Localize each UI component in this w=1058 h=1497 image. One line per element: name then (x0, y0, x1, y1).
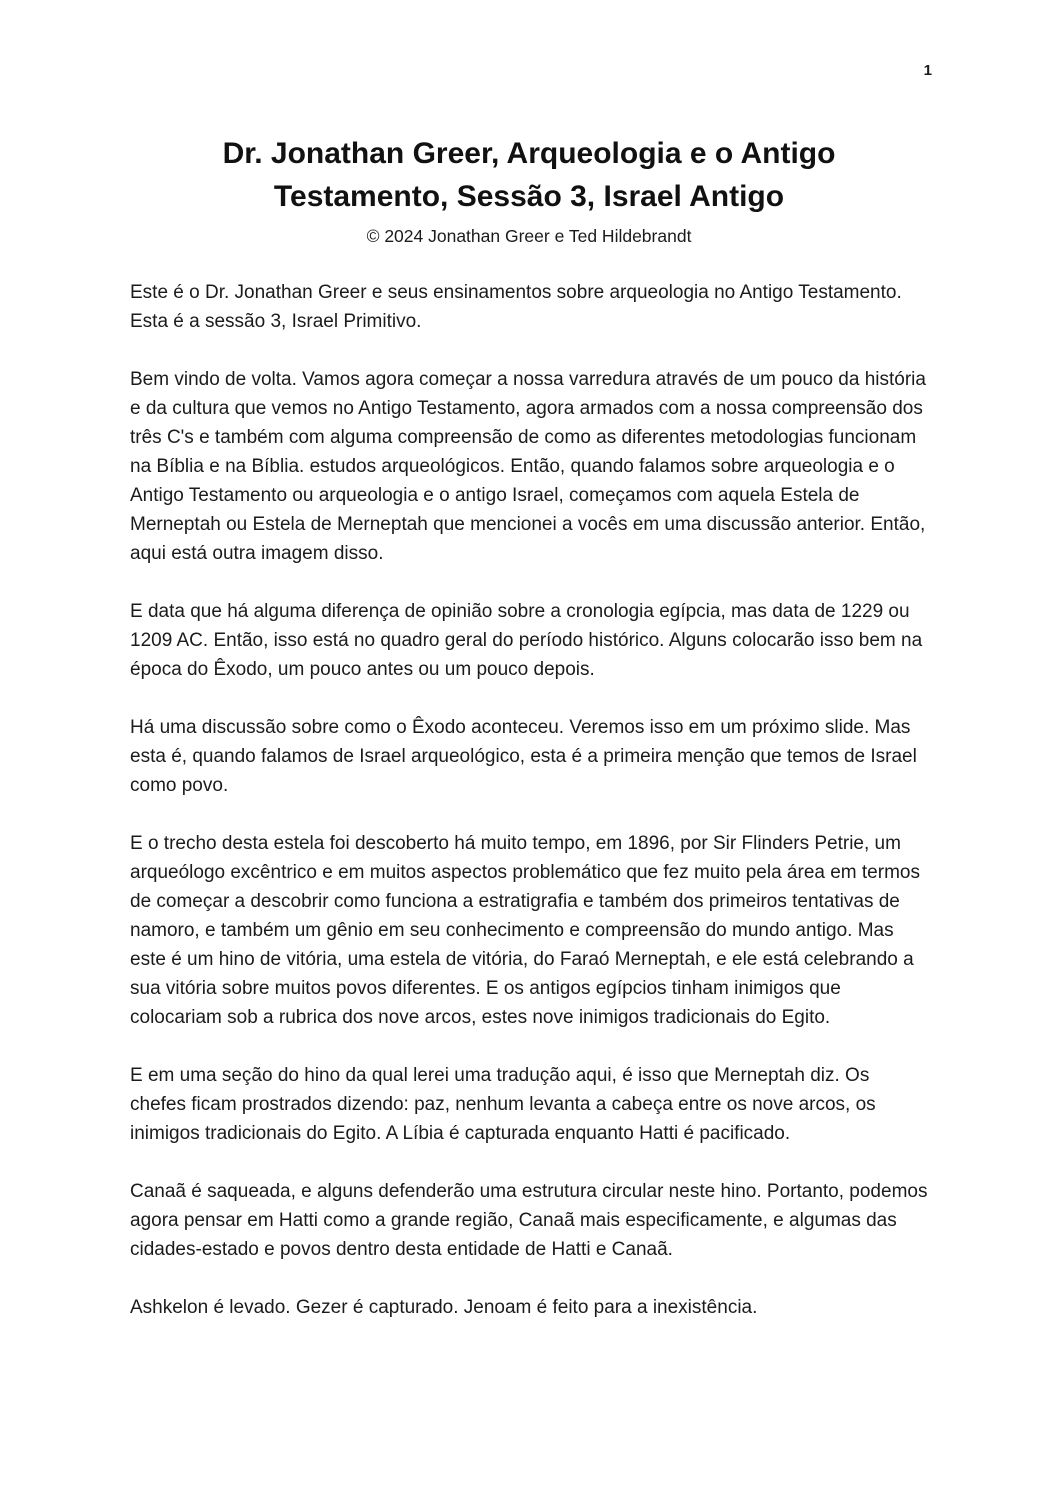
paragraph: Canaã é saqueada, e alguns defenderão uma estrutura circular neste hino. Portanto, podemos agora pensar em Hatti como a grande região, Canaã mais especificamente, e algumas das cidades-estado e povos dentro desta entidade de Hatti e Canaã. (130, 1181, 928, 1260)
paragraph: E data que há alguma diferença de opinião sobre a cronologia egípcia, mas data de 1229 ou 1209 AC. Então, isso está no quadro geral do período histórico. Alguns colocarão isso bem na época do Êxodo, um pouco antes ou um pouco depois. (130, 601, 923, 680)
paragraph: Há uma discussão sobre como o Êxodo aconteceu. Veremos isso em um próximo slide. Mas esta é, quando falamos de Israel arqueológico, esta é a primeira menção que temos de Israel como povo. (130, 717, 917, 796)
copyright-line: © 2024 Jonathan Greer e Ted Hildebrandt (366, 226, 692, 246)
document-title (130, 132, 928, 218)
title-line-2: Testamento, Sessão 3, Israel Antigo (273, 180, 785, 213)
paragraph: Bem vindo de volta. Vamos agora começar a nossa varredura através de um pouco da história e da cultura que vemos no Antigo Testamento, agora armados com a nossa compreensão dos três C's e também com alguma compreensão de como as diferentes metodologias funcionam na Bíblia e na Bíblia. estudos arqueológicos. Então, quando falamos sobre arqueologia e o Antigo Testamento ou arqueologia e o antigo Israel, começamos com aquela Estela de Merneptah ou Estela de Merneptah que mencionei a vocês em uma discussão anterior. Então, aqui está outra imagem disso. (130, 369, 926, 564)
title-line-1: Dr. Jonathan Greer, Arqueologia e o Antigo (222, 137, 836, 170)
page-number: 1 (923, 62, 932, 79)
paragraph: Este é o Dr. Jonathan Greer e seus ensinamentos sobre arqueologia no Antigo Testamento. Esta é a sessão 3, Israel Primitivo. (130, 282, 902, 332)
paragraph: E em uma seção do hino da qual lerei uma tradução aqui, é isso que Merneptah diz. Os chefes ficam prostrados dizendo: paz, nenhum levanta a cabeça entre os nove arcos, os inimigos tradicionais do Egito. A Líbia é capturada enquanto Hatti é pacificado. (130, 1065, 876, 1144)
document-body (130, 278, 928, 1322)
paragraph: E o trecho desta estela foi descoberto há muito tempo, em 1896, por Sir Flinders Petrie, um arqueólogo excêntrico e em muitos aspectos problemático que fez muito pela área em termos de começar a descobrir como funciona a estratigrafia e também dos primeiros tentativas de namoro, e também um gênio em seu conhecimento e compreensão do mundo antigo. Mas este é um hino de vitória, uma estela de vitória, do Faraó Merneptah, e ele está celebrando a sua vitória sobre muitos povos diferentes. E os antigos egípcios tinham inimigos que colocariam sob a rubrica dos nove arcos, estes nove inimigos tradicionais do Egito. (130, 833, 920, 1028)
paragraph: Ashkelon é levado. Gezer é capturado. Jenoam é feito para a inexistência. (130, 1297, 758, 1318)
